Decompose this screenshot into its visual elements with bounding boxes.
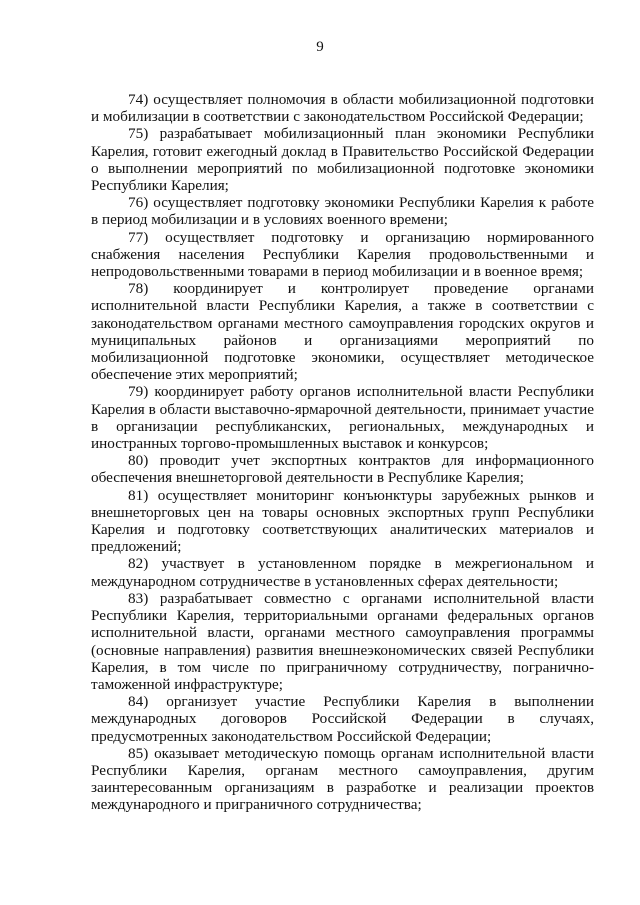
paragraph-77: 77) осуществляет подготовку и организацию нормированного снабжения населения Республики Карелия продовольственными и непродовольственными товарами в период мобилизации и в военное время;	[91, 228, 594, 281]
paragraph-82: 82) участвует в установленном порядке в межрегиональном и международном сотрудничестве в установленных сферах деятельности;	[91, 555, 594, 590]
paragraph-79: 79) координирует работу органов исполнительной власти Республики Карелия в области выставочно-ярмарочной деятельности, принимает участие в организации республиканских, региональных, международных и иностранных торгово-промышленных выставок и конкурсов;	[91, 383, 594, 453]
paragraph-81: 81) осуществляет мониторинг конъюнктуры зарубежных рынков и внешнеторговых цен на товары основных экспортных групп Республики Карелия и подготовку соответствующих аналитических материалов и предложений;	[91, 486, 594, 556]
paragraph-84: 84) организует участие Республики Карелия в выполнении международных договоров Российской Федерации в случаях, предусмотренных законодательством Российской Федерации;	[91, 693, 594, 745]
paragraph-78: 78) координирует и контролирует проведение органами исполнительной власти Республики Карелия, а также в соответствии с законодательством органами местного самоуправления городских округов и муниципальных районов и организациями мероприятий по мобилизационной подготовке экономики, осуществляет методическое обеспечение этих мероприятий;	[91, 280, 594, 384]
paragraph-83: 83) разрабатывает совместно с органами исполнительной власти Республики Карелия, территориальными органами федеральных органов исполнительной власти, органами местного самоуправления программы (основные направления) развития внешнеэкономических связей Республики Карелия, в том числе по приграничному сотрудничеству, погранично-таможенной инфраструктуре;	[91, 589, 594, 693]
paragraph-75: 75) разрабатывает мобилизационный план экономики Республики Карелия, готовит ежегодный доклад в Правительство Российской Федерации о выполнении мероприятий по мобилизационной подготовке экономики Республики Карелия;	[91, 125, 594, 195]
page-number: 9	[316, 39, 324, 55]
paragraph-74: 74) осуществляет полномочия в области мобилизационной подготовки и мобилизации в соответствии с законодательством Российской Федерации;	[91, 91, 594, 126]
paragraph-80: 80) проводит учет экспортных контрактов для информационного обеспечения внешнеторговой деятельности в Республике Карелия;	[91, 452, 594, 487]
document-body	[91, 91, 594, 814]
paragraph-76: 76) осуществляет подготовку экономики Республики Карелия к работе в период мобилизации и в условиях военного времени;	[91, 194, 594, 229]
paragraph-85: 85) оказывает методическую помощь органам исполнительной власти Республики Карелия, органам местного самоуправления, другим заинтересованным организациям в разработке и реализации проектов международного и приграничного сотрудничества;	[91, 744, 594, 814]
